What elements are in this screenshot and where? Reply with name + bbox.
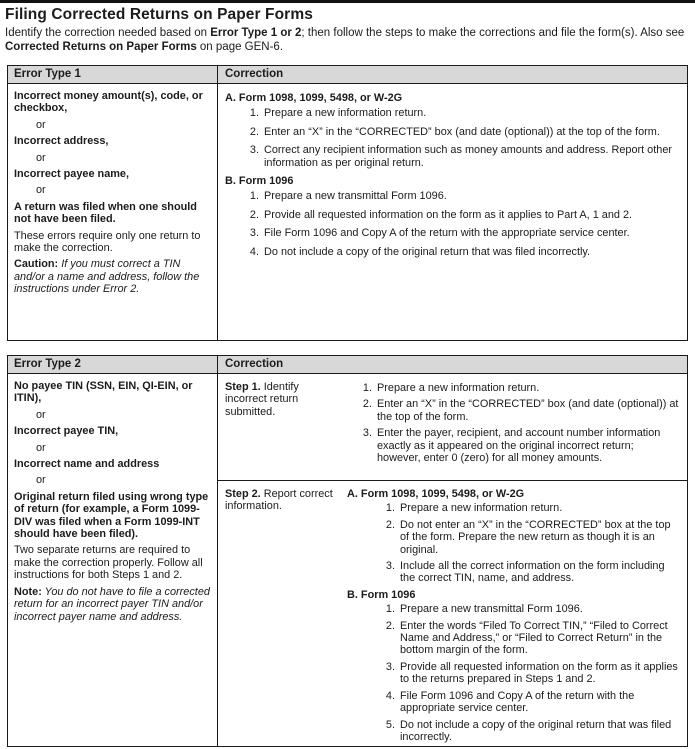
error-type-2-table (7, 355, 688, 747)
table1-header-correction: Correction (225, 68, 284, 80)
caution-note (14, 258, 212, 295)
table2-header-error-type: Error Type 2 (8, 356, 218, 373)
table1-error-cell (8, 84, 218, 340)
step-item: 1. Prepare a new information return. (398, 502, 679, 514)
table1-correction-cell (218, 84, 687, 340)
step-item: 2. Provide all requested information on the form as it applies to Part A, 1 and 2. (262, 209, 679, 221)
or-separator: or (36, 441, 46, 454)
note-text: You do not have to file a corrected return for an incorrect payer TIN and/or incorrect payer name and address. (14, 585, 210, 623)
error-item: Incorrect payee name, (14, 168, 130, 181)
section-a-steps (225, 107, 679, 169)
step-item: 2. Do not enter an “X” in the “CORRECTED” box at the top of the form. Prepare the new return as though it is an original. (398, 519, 679, 556)
step2-section-b-steps (345, 603, 679, 743)
intro-paragraph (5, 27, 689, 54)
error-item: No payee TIN (SSN, EIN, QI-EIN, or ITIN), (14, 380, 193, 405)
or-separator: or (36, 118, 46, 131)
intro-seg-error-type: Error Type 1 or 2 (210, 27, 302, 39)
error-item: Original return filed using wrong type of return (for example, a Form 1099-DIV was filed when a Form 1099-INT should have been filed). (14, 490, 209, 541)
step1-label (218, 374, 345, 480)
section-b-title: B. Form 1096 (347, 588, 416, 601)
intro-seg-reference: Corrected Returns on Paper Forms (5, 40, 197, 53)
step-item: 3. Enter the payer, recipient, and account number information exactly as it appeared on the original incorrect return; however, enter 0 (zero) for all money amounts. (375, 427, 679, 464)
step-item: 3. File Form 1096 and Copy A of the return with the appropriate service center. (262, 227, 679, 239)
section-b-title: B. Form 1096 (225, 175, 294, 188)
step2-label-text: Report correct information. (225, 488, 333, 513)
error-item: Incorrect name and address (14, 458, 160, 471)
step-item: 1. Prepare a new information return. (375, 382, 679, 394)
step-item: 4. Do not include a copy of the original return that was filed incorrectly. (262, 246, 679, 258)
note-label: Note: (14, 585, 42, 598)
caution-text: If you must correct a TIN and/or a name and address, follow the instructions under Error 2. (14, 258, 200, 296)
section-b-steps (225, 190, 679, 258)
table2-correction-cell (218, 374, 687, 746)
note (14, 586, 212, 623)
error-item: A return was filed when one should not have been filed. (14, 200, 197, 226)
section-a-title: A. Form 1098, 1099, 5498, or W-2G (225, 92, 403, 104)
step-item: 3. Correct any recipient information such as money amounts and address. Report other information as per original return. (262, 144, 679, 169)
section-a-title: A. Form 1098, 1099, 5498, or W-2G (347, 488, 525, 500)
step1-row (218, 374, 687, 481)
error-type-1-table (7, 65, 688, 341)
table1-header-error-type: Error Type 1 (8, 66, 218, 83)
intro-seg-3: on page GEN-6. (196, 40, 284, 53)
step1-label-text: Identify incorrect return submitted. (225, 381, 299, 418)
error-summary: These errors require only one return to make the correction. (14, 229, 201, 255)
step-item: 3. Include all the correct information on the form including the correct TIN, name, and address. (398, 560, 679, 585)
step-item: 2. Enter the words “Filed To Correct TIN,” “Filed to Correct Name and Address,” or “Filed to Correct Return” in the bottom margin of the form. (398, 620, 679, 657)
step2-label-bold: Step 2. (225, 488, 261, 500)
step2-label (218, 481, 345, 747)
step-item: 3. Provide all requested information on the form as it applies to the returns prepared in Steps 1 and 2. (398, 661, 679, 686)
or-separator: or (36, 408, 46, 421)
step-item: 5. Do not include a copy of the original return that was filed incorrectly. (398, 719, 679, 744)
or-separator: or (36, 474, 46, 487)
intro-seg-1: Identify the correction needed based on (5, 27, 211, 39)
error-item: Incorrect address, (14, 135, 109, 148)
error-item: Incorrect payee TIN, (14, 425, 119, 438)
step-item: 1. Prepare a new transmittal Form 1096. (398, 603, 679, 615)
step1-steps (345, 382, 679, 464)
page-title: Filing Corrected Returns on Paper Forms (5, 6, 313, 23)
error-summary: Two separate returns are required to make the correction properly. Follow all instructions for both Steps 1 and 2. (14, 544, 203, 582)
error-item: Incorrect money amount(s), code, or checkbox, (14, 90, 203, 115)
step-item: 4. File Form 1096 and Copy A of the return with the appropriate service center. (398, 690, 679, 715)
step1-label-bold: Step 1. (225, 381, 261, 393)
table1-header-row (8, 66, 687, 84)
step-item: 2. Enter an “X” in the “CORRECTED” box (and date (optional)) at the top of the form. (262, 126, 679, 138)
step-item: 1. Prepare a new information return. (262, 107, 679, 119)
step-item: 1. Prepare a new transmittal Form 1096. (262, 190, 679, 202)
table2-header-row (8, 356, 687, 374)
step2-section-a-steps (345, 502, 679, 584)
intro-seg-2: ; then follow the steps to make the corrections and file the form(s). Also see (301, 27, 685, 39)
or-separator: or (36, 151, 46, 164)
step2-row (218, 481, 687, 747)
table2-error-cell (8, 374, 218, 746)
caution-label: Caution: (14, 258, 59, 271)
or-separator: or (36, 184, 46, 197)
table2-header-correction: Correction (225, 358, 284, 370)
step-item: 2. Enter an “X” in the “CORRECTED” box (and date (optional)) at the top of the form. (375, 398, 679, 423)
